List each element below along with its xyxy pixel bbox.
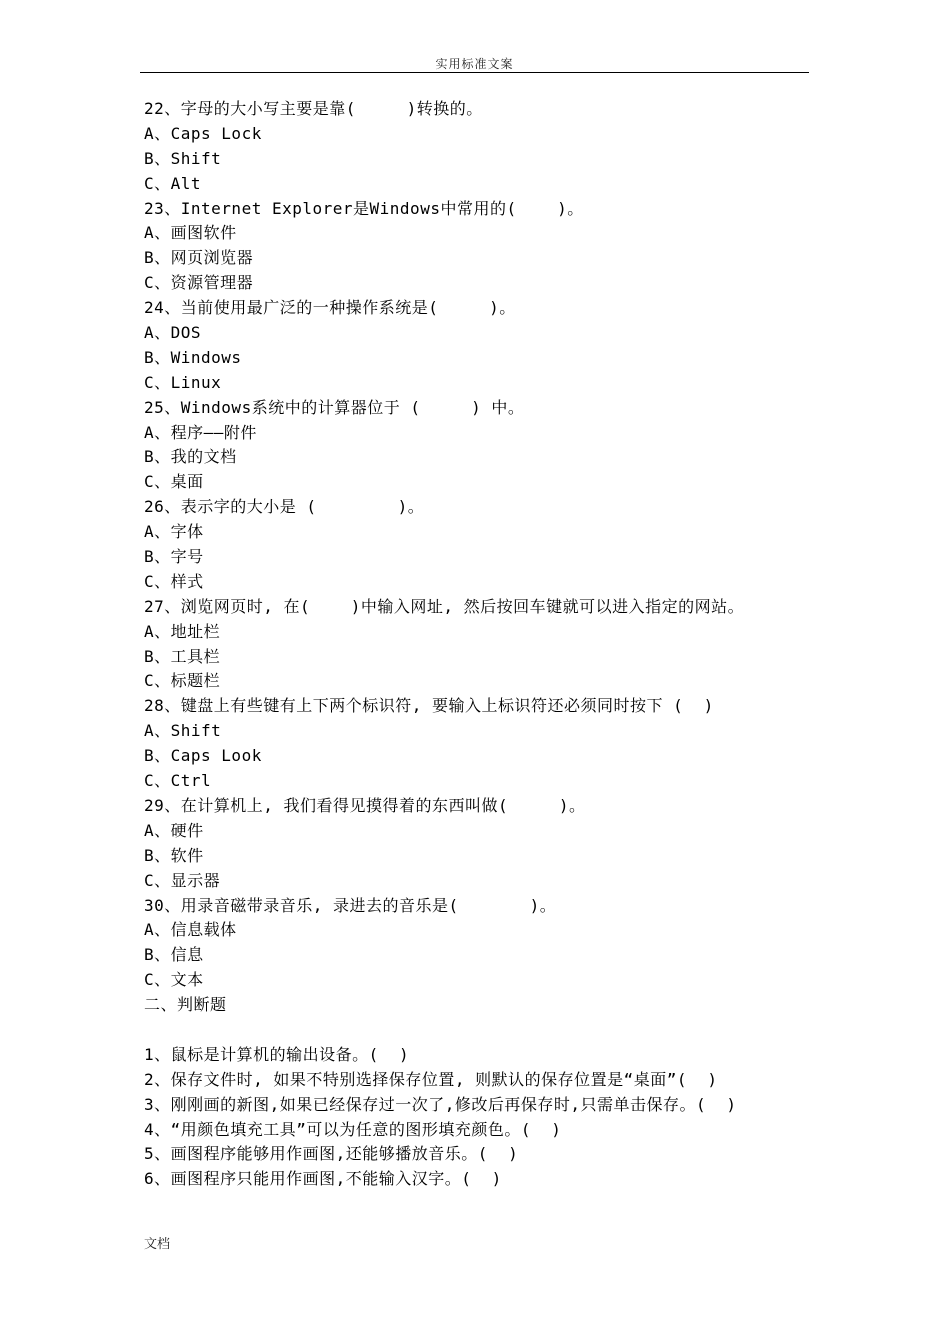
text-line: 23、Internet Explorer是Windows中常用的( )。 xyxy=(144,198,584,218)
text-line: C、文本 xyxy=(144,970,204,990)
text-line: C、资源管理器 xyxy=(144,273,254,293)
text-line: 5、画图程序能够用作画图,还能够播放音乐。( ) xyxy=(144,1144,519,1164)
text-line: C、Linux xyxy=(144,372,222,392)
text-line: 25、Windows系统中的计算器位于 ( ) 中。 xyxy=(144,397,525,417)
text-line: 3、刚刚画的新图,如果已经保存过一次了,修改后再保存时,只需单击保存。( ) xyxy=(144,1094,737,1114)
text-line: 28、键盘上有些键有上下两个标识符, 要输入上标识符还必须同时按下 ( ) xyxy=(144,696,714,716)
text-line: B、Caps Look xyxy=(144,746,262,766)
document-body xyxy=(144,97,824,1192)
text-line: A、画图软件 xyxy=(144,223,237,243)
text-line: A、Shift xyxy=(144,721,222,741)
text-line: B、信息 xyxy=(144,945,204,965)
text-line: B、工具栏 xyxy=(144,646,221,666)
text-line: A、DOS xyxy=(144,323,202,343)
text-line: A、字体 xyxy=(144,522,204,542)
text-line: B、软件 xyxy=(144,845,204,865)
text-line: B、Windows xyxy=(144,347,242,367)
judgement-list xyxy=(144,1043,824,1192)
text-line: A、程序——附件 xyxy=(144,422,257,442)
page-header-title: 实用标准文案 xyxy=(435,57,514,71)
text-line: A、信息载体 xyxy=(144,920,237,940)
text-line: 24、当前使用最广泛的一种操作系统是( )。 xyxy=(144,298,516,318)
text-line: A、Caps Lock xyxy=(144,123,262,143)
text-line: B、Shift xyxy=(144,148,222,168)
text-line: 26、表示字的大小是 ( )。 xyxy=(144,497,425,517)
text-line: 6、画图程序只能用作画图,不能输入汉字。( ) xyxy=(144,1169,502,1189)
text-line: 29、在计算机上, 我们看得见摸得着的东西叫做( )。 xyxy=(144,795,586,815)
text-line: C、Ctrl xyxy=(144,771,212,791)
text-line: A、地址栏 xyxy=(144,621,221,641)
text-line: C、显示器 xyxy=(144,870,221,890)
text-line: C、桌面 xyxy=(144,472,204,492)
text-line: 二、判断题 xyxy=(144,995,227,1015)
question-list xyxy=(144,97,824,1018)
text-line: B、字号 xyxy=(144,547,204,567)
text-line: 27、浏览网页时, 在( )中输入网址, 然后按回车键就可以进入指定的网站。 xyxy=(144,596,745,616)
header-divider xyxy=(140,72,809,73)
text-line: 1、鼠标是计算机的输出设备。( ) xyxy=(144,1044,410,1064)
blank-line xyxy=(144,1018,824,1043)
text-line: B、网页浏览器 xyxy=(144,248,254,268)
text-line: C、Alt xyxy=(144,173,202,193)
text-line: 30、用录音磁带录音乐, 录进去的音乐是( )。 xyxy=(144,895,557,915)
text-line: C、标题栏 xyxy=(144,671,221,691)
text-line: A、硬件 xyxy=(144,820,204,840)
text-line: C、样式 xyxy=(144,571,204,591)
text-line: 2、保存文件时, 如果不特别选择保存位置, 则默认的保存位置是“桌面”( ) xyxy=(144,1069,718,1089)
page-footer: 文档 xyxy=(144,1237,171,1252)
text-line: 4、“用颜色填充工具”可以为任意的图形填充颜色。( ) xyxy=(144,1119,562,1139)
text-line: 22、字母的大小写主要是靠( )转换的。 xyxy=(144,99,483,118)
text-line: B、我的文档 xyxy=(144,447,237,467)
